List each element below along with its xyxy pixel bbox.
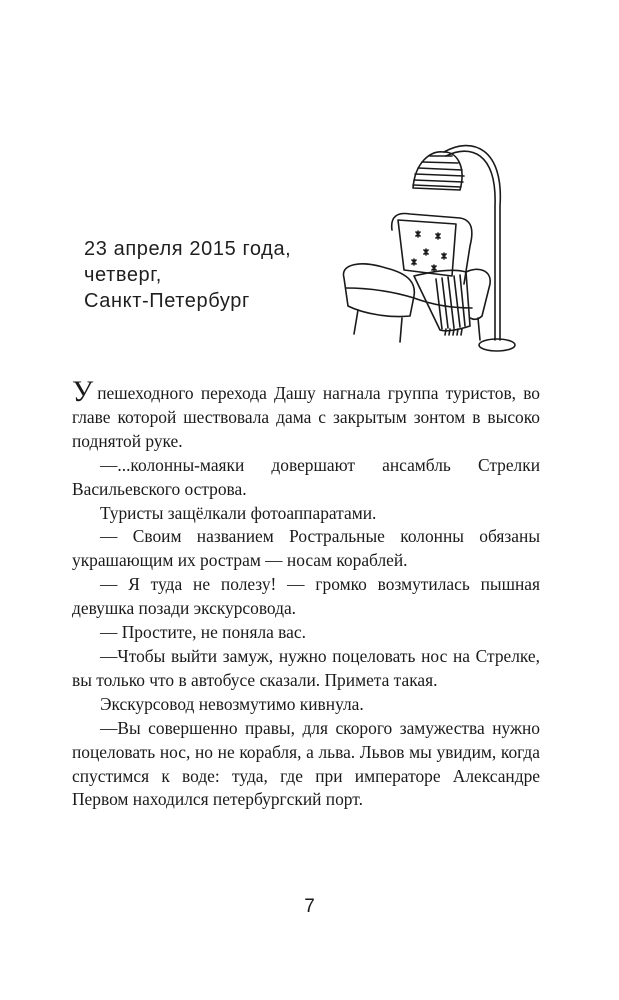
body-text: [72, 375, 540, 812]
chapter-header: [84, 236, 344, 314]
paragraph: Туристы защёлкали фотоаппаратами.: [100, 502, 377, 523]
page-number: 7: [304, 896, 315, 917]
paragraph: —...колонны-маяки довершают ансамбль Стрелки Васильевского острова.: [72, 454, 540, 499]
lamp-stripe: [413, 185, 461, 187]
chair-leg: [400, 318, 402, 342]
drop-cap: У: [72, 375, 94, 408]
paragraph-text: пешеходного перехода Дашу нагнала группа туристов, во главе которой шествовала дама с закрытым зонтом в высоко поднятой руке.: [72, 383, 540, 451]
armchair-with-floor-lamp-illustration: [330, 138, 520, 360]
paragraph: —Вы совершенно правы, для скорого замужества нужно поцеловать нос, но не корабля, а льва. Львов мы увидим, когда спустимся к воде: туда, где при императоре Александре Первом находился петербургский порт.: [72, 717, 540, 810]
chapter-weekday: четверг,: [84, 264, 162, 286]
chair-arm-seam: [346, 288, 414, 298]
paragraph: Экскурсовод невозмутимо кивнула.: [100, 693, 364, 714]
chapter-city: Санкт-Петербург: [84, 290, 250, 312]
paragraph: — Я туда не полезу! — громко возмутилась пышная девушка позади экскурсовода.: [72, 574, 540, 619]
chair-leg: [354, 310, 358, 334]
lamp-stripe: [418, 168, 462, 170]
paragraph: [72, 375, 540, 454]
paragraph: — Своим названием Ростральные колонны обязаны украшающим их рострам — носам кораблей.: [72, 526, 540, 571]
striped-throw: [414, 270, 470, 335]
lamp-stripe: [415, 174, 464, 176]
paragraph: — Простите, не поняла вас.: [100, 622, 306, 643]
chair-leg: [478, 318, 480, 340]
lamp-stripe: [422, 162, 458, 163]
lamp-shade: [413, 152, 462, 190]
chapter-date: 23 апреля 2015 года,: [84, 238, 292, 260]
throw-stars: [412, 231, 446, 271]
chair-throw: [398, 220, 456, 276]
lamp-stripe: [414, 180, 463, 182]
lamp-base: [479, 339, 515, 351]
paragraph: —Чтобы выйти замуж, нужно поцеловать нос на Стрелке, вы только что в автобусе сказали. Примета такая.: [72, 645, 540, 690]
